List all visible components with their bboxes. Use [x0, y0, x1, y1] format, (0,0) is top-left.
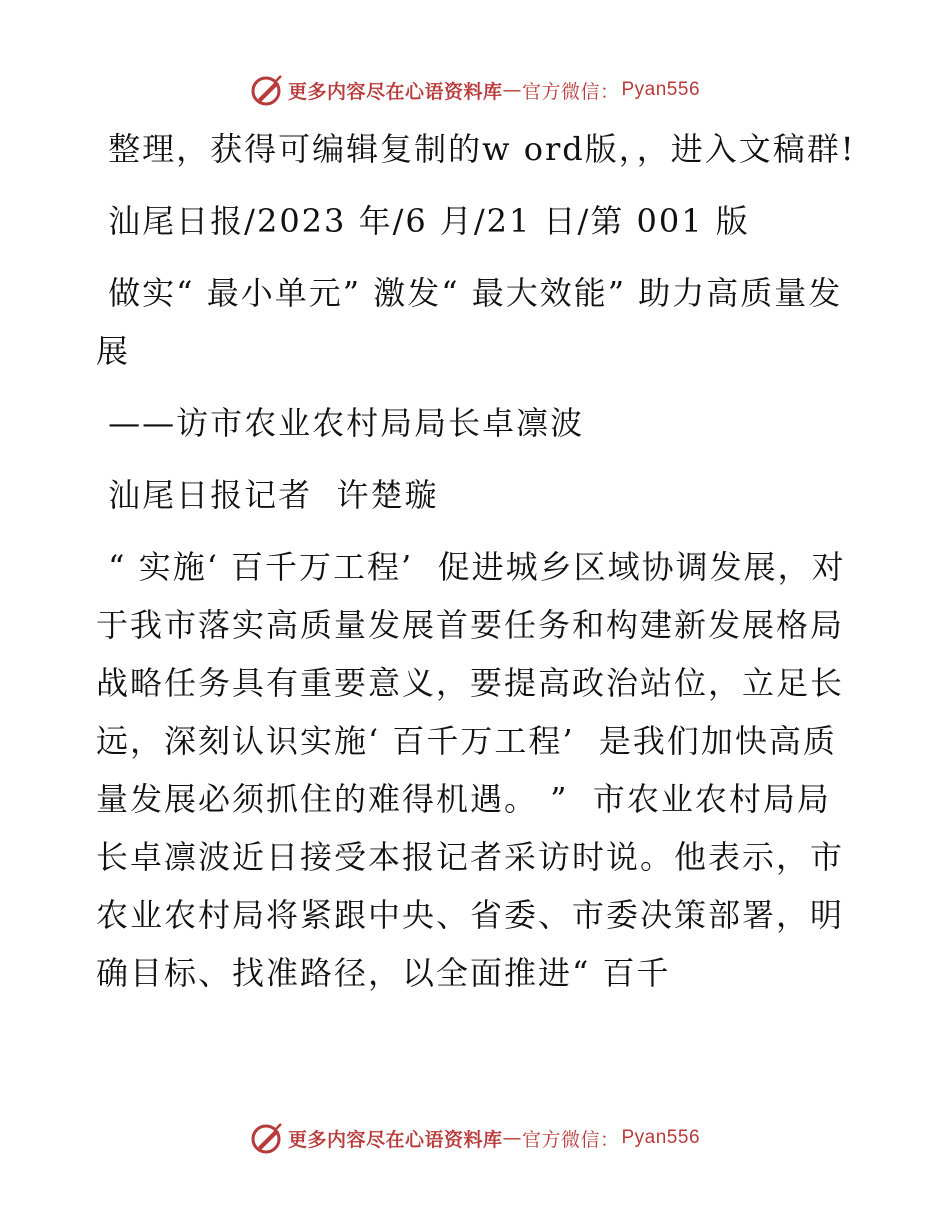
watermark-wechat-id: Pyan556	[621, 1127, 701, 1148]
watermark-separator: —	[502, 79, 522, 101]
body-paragraph: “ 实施‘ 百千万工程’ 促进城乡区域协调发展，对于我市落实高质量发展首要任务和构建新发展格局战略任务具有重要意义，要提高政治站位，立足长远，深刻认识实施‘ 百千万工程’ 是我们加快高质量发展必须抓住的难得机遇。 ” 市农业农村局局长卓凛波近日接受本报记者采访时说。他表示，市农业农村局将紧跟中央、省委、市委决策部署，明确目标、找准路径，以全面推进“ 百千	[96, 548, 846, 992]
watermark-brand: 更多内容尽在心语资料库	[287, 80, 503, 103]
pen-logo-icon	[250, 1121, 284, 1155]
document-body	[96, 120, 856, 1002]
pen-logo-icon	[250, 73, 284, 107]
watermark-banner-top	[0, 70, 950, 110]
subtitle: ——访市农业农村局局长卓凛波	[96, 404, 585, 442]
watermark-brand: 更多内容尽在心语资料库	[287, 1128, 503, 1151]
headline: 做实“ 最小单元” 激发“ 最大效能” 助力高质量发展	[96, 274, 843, 370]
watermark-wechat-id: Pyan556	[621, 79, 701, 100]
watermark-contact-label: 官方微信：	[521, 1128, 620, 1151]
intro-line: 整理，获得可编辑复制的w ord版，，进入文稿群!	[96, 130, 856, 168]
watermark-separator: —	[502, 1127, 522, 1149]
byline: 汕尾日报记者 许楚璇	[96, 476, 439, 514]
watermark-banner-bottom	[0, 1118, 950, 1158]
source-line: 汕尾日报/2023 年/6 月/21 日/第 001 版	[96, 202, 750, 240]
watermark-contact-label: 官方微信：	[521, 80, 620, 103]
